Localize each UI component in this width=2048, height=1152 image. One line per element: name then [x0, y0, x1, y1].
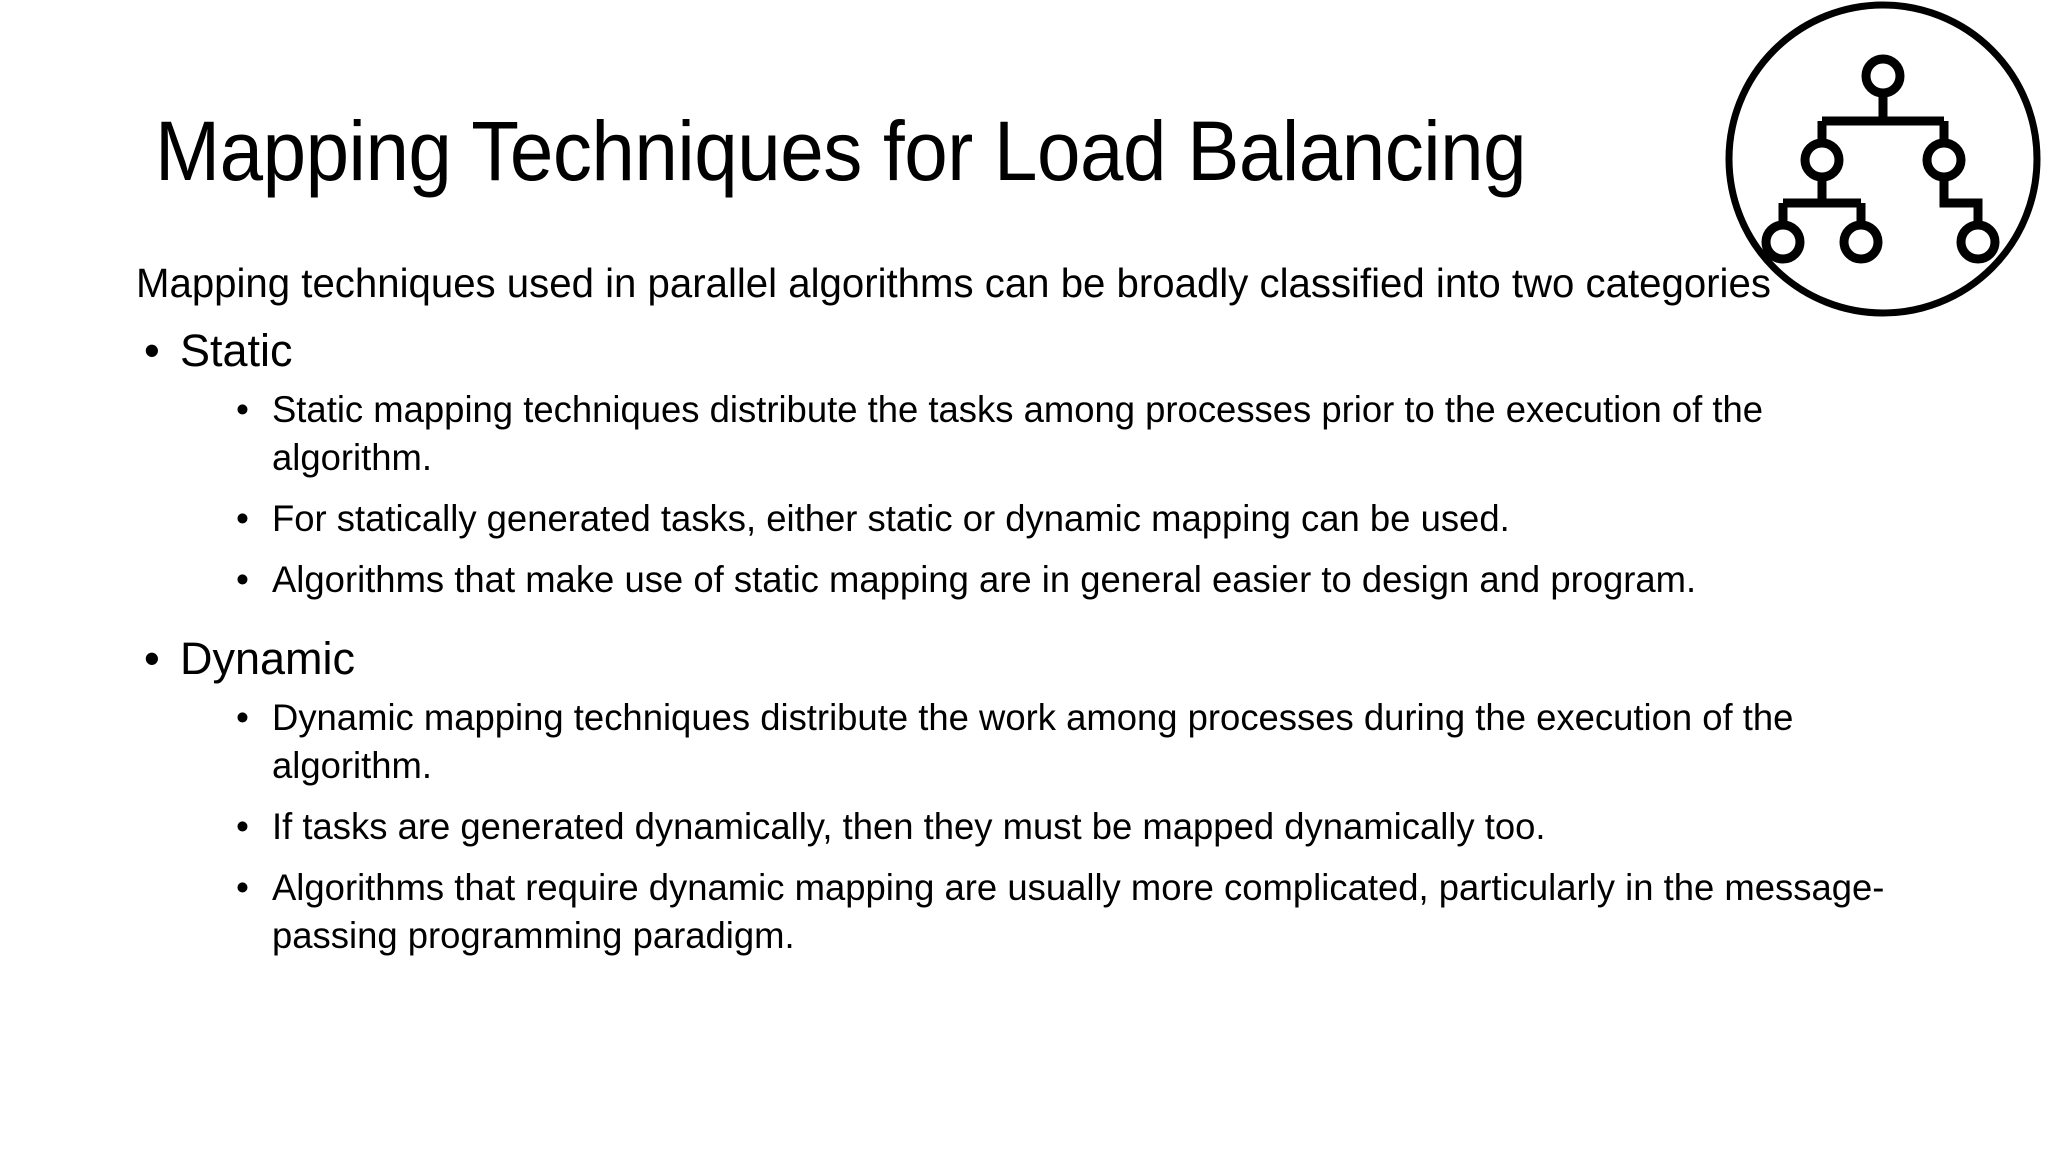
bullet-list-level-2: [180, 694, 1926, 960]
bullet-list-level-1: [136, 320, 1926, 960]
list-item: [224, 864, 1926, 960]
page-title: Mapping Techniques for Load Balancing: [155, 104, 1527, 198]
bullet-section-static: [136, 320, 1926, 604]
section-label: Dynamic: [180, 633, 356, 684]
list-item: [224, 803, 1926, 851]
list-item: [224, 386, 1926, 482]
section-spacer: [136, 604, 1926, 622]
list-item: [224, 495, 1926, 543]
bullet-marker-icon: •: [236, 559, 249, 600]
bullet-marker-icon: •: [144, 633, 160, 684]
list-item-text: Algorithms that make use of static mapping are in general easier to design and program.: [272, 559, 1697, 600]
bullet-marker-icon: •: [236, 498, 249, 539]
bullet-marker-icon: •: [144, 325, 160, 376]
bullet-marker-icon: •: [236, 806, 249, 847]
list-item: [224, 694, 1926, 790]
bullet-marker-icon: •: [236, 389, 249, 430]
bullet-list-level-2: [180, 386, 1926, 604]
list-item: [224, 556, 1926, 604]
bullet-section-dynamic: [136, 628, 1926, 960]
list-item-text: Dynamic mapping techniques distribute the work among processes during the execution of the algorithm.: [272, 697, 1794, 786]
list-item-text: Algorithms that require dynamic mapping are usually more complicated, particularly in the message-passing programming paradigm.: [272, 867, 1885, 956]
section-label: Static: [180, 325, 293, 376]
list-item-text: For statically generated tasks, either static or dynamic mapping can be used.: [272, 498, 1510, 539]
slide-body: [136, 256, 1926, 960]
intro-paragraph: Mapping techniques used in parallel algorithms can be broadly classified into two categories: [136, 260, 1771, 306]
bullet-marker-icon: •: [236, 697, 249, 738]
bullet-marker-icon: •: [236, 867, 249, 908]
list-item-text: If tasks are generated dynamically, then they must be mapped dynamically too.: [272, 806, 1546, 847]
list-item-text: Static mapping techniques distribute the tasks among processes prior to the execution of the algorithm.: [272, 389, 1764, 478]
